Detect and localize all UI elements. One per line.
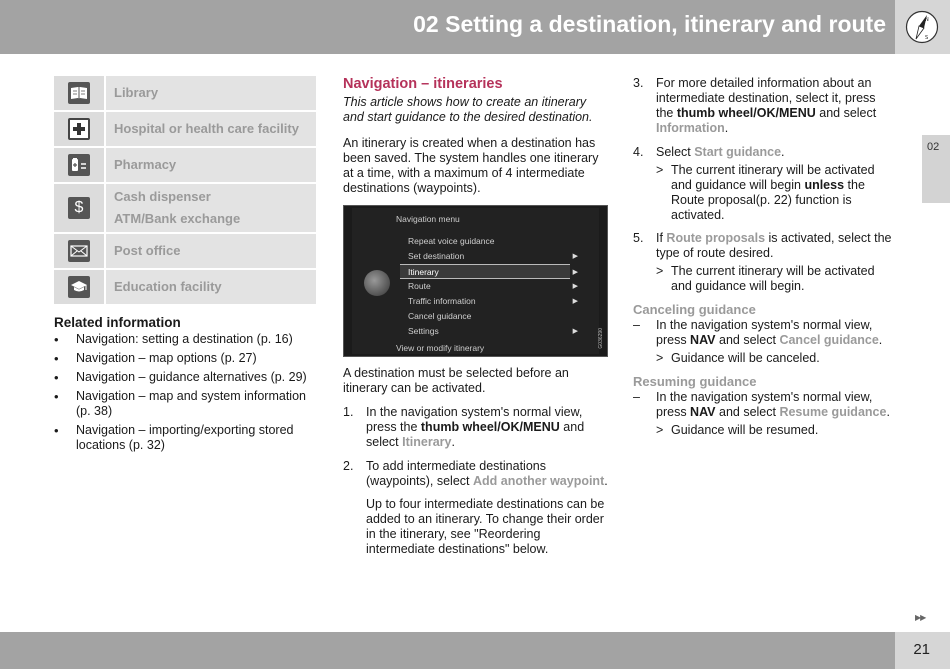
- chapter-title: 02 Setting a destination, itinerary and route: [413, 11, 886, 37]
- poi-category-table: [54, 76, 316, 306]
- menu-option-start-guidance: Start guidance: [694, 145, 782, 159]
- graduation-cap-icon: [68, 276, 90, 298]
- steps-list: [343, 405, 608, 557]
- related-link[interactable]: • Navigation – guidance alternatives (p. 29): [54, 370, 316, 385]
- poi-label: Hospital or health care facility: [114, 121, 299, 136]
- article-column-main: [343, 76, 608, 566]
- navigation-menu-screenshot: [343, 205, 608, 357]
- screen-menu-item: Traffic information ▶: [400, 294, 570, 309]
- header-icon-box: [895, 0, 950, 54]
- screen-menu-item: Settings ▶: [400, 324, 570, 339]
- arrow-right-icon: ▶: [572, 253, 578, 260]
- page-header: [0, 0, 950, 54]
- screen-footer: View or modify itinerary: [396, 343, 485, 353]
- after-screen-text: A destination must be selected before an itinerary can be activated.: [343, 366, 569, 395]
- arrow-right-icon: ▶: [572, 283, 578, 290]
- medical-cross-icon: [68, 118, 90, 140]
- step-5-result: > The current itinerary will be activated and guidance will begin.: [656, 264, 875, 293]
- resume-result: > Guidance will be resumed.: [656, 423, 819, 437]
- article-intro: An itinerary is created when a destination has been saved. The system handles one itinerary at a time, with a maximum of 4 intermediate destinations (waypoints).: [343, 136, 599, 195]
- poi-label: Education facility: [114, 279, 222, 294]
- canceling-guidance-title: Canceling guidance: [633, 302, 756, 317]
- envelope-icon: [68, 240, 90, 262]
- related-list: [54, 332, 316, 453]
- image-code: G036290: [598, 328, 604, 349]
- related-link[interactable]: • Navigation – importing/exporting stored locations (p. 32): [54, 423, 316, 453]
- svg-text:N: N: [925, 17, 929, 23]
- related-link[interactable]: • Navigation – map options (p. 27): [54, 351, 316, 366]
- poi-label: Library: [114, 85, 159, 100]
- screen-menu: [400, 234, 578, 339]
- poi-label: ATM/Bank exchange: [114, 211, 241, 226]
- screen-menu-item: Cancel guidance: [408, 311, 472, 321]
- menu-option-add-waypoint: Add another waypoint: [472, 474, 605, 488]
- article-title: Navigation – itineraries: [343, 76, 503, 92]
- cancel-result: > Guidance will be canceled.: [656, 351, 820, 365]
- page-footer: [0, 632, 950, 669]
- screen-menu-item: Route ▶: [400, 279, 570, 294]
- table-row: [54, 234, 316, 268]
- double-chevron-right-icon: ▶▶: [915, 613, 926, 622]
- chapter-tab-label: 02: [927, 141, 940, 153]
- resume-instruction: – In the navigation system's normal view, press NAV and select Resume guidance.: [633, 390, 890, 419]
- table-row: [54, 270, 316, 304]
- related-information: [54, 315, 316, 457]
- screen-header: Navigation menu: [396, 214, 460, 224]
- screen-menu-item: Repeat voice guidance: [408, 236, 495, 246]
- pharmacy-icon: [68, 154, 90, 176]
- page-number-box: [895, 632, 950, 669]
- article-lead: This article shows how to create an itinerary and start guidance to the desired destination.: [343, 95, 593, 124]
- arrow-right-icon: ▶: [572, 298, 578, 305]
- related-title: Related information: [54, 315, 181, 330]
- book-icon: [68, 82, 90, 104]
- table-row: [54, 112, 316, 146]
- related-link[interactable]: • Navigation – map and system information (p. 38): [54, 389, 316, 419]
- step-2: 2. To add intermediate destinations (waypoints), select Add another waypoint. Up to four intermediate destinations can be added to an itinerary. To change their order in the itinerary, see "Reordering intermediate destinations" below.: [343, 459, 608, 556]
- chapter-tab: [922, 135, 950, 203]
- screen-menu-item-selected: Itinerary ▶: [400, 264, 570, 279]
- screen-menu-item: Set destination ▶: [400, 249, 570, 264]
- step-1: 1. In the navigation system's normal view, press the thumb wheel/OK/MENU and select Itinerary.: [343, 405, 585, 449]
- menu-option-cancel-guidance: Cancel guidance: [779, 333, 879, 347]
- menu-option-itinerary: Itinerary: [402, 435, 452, 449]
- arrow-right-icon: ▶: [572, 328, 578, 335]
- related-link[interactable]: • Navigation: setting a destination (p. 16): [54, 332, 316, 347]
- resuming-guidance-title: Resuming guidance: [633, 374, 757, 389]
- table-row: [54, 184, 316, 232]
- step-2-note: Up to four intermediate destinations can be added to an itinerary. To change their order in the itinerary, see "Reordering intermediate destinations" below.: [366, 497, 605, 556]
- step-4-result: > The current itinerary will be activated and guidance will begin unless the Route proposal(p. 22) function is activated.: [656, 163, 875, 222]
- page-number: 21: [913, 641, 930, 658]
- step-5: 5. If Route proposals is activated, select the type of route desired.: [633, 231, 892, 260]
- cancel-instruction: – In the navigation system's normal view, press NAV and select Cancel guidance.: [633, 318, 883, 347]
- menu-option-information: Information: [656, 121, 725, 135]
- poi-label: Pharmacy: [114, 157, 177, 172]
- control-knob-icon: [364, 270, 390, 296]
- poi-label: Post office: [114, 243, 181, 258]
- step-4: 4. Select Start guidance.: [633, 145, 785, 159]
- compass-needle-icon: [905, 10, 939, 44]
- step-3: 3. For more detailed information about an intermediate destination, select it, press the thumb wheel/OK/MENU and select Information.: [633, 76, 877, 135]
- menu-option-route-proposals: Route proposals: [666, 231, 766, 245]
- table-row: [54, 148, 316, 182]
- svg-text:S: S: [925, 35, 929, 41]
- dollar-icon: $: [68, 197, 90, 219]
- menu-option-resume-guidance: Resume guidance: [779, 405, 887, 419]
- arrow-right-icon: ▶: [572, 269, 578, 276]
- table-row: [54, 76, 316, 110]
- article-column-continued: [633, 76, 895, 446]
- poi-label: Cash dispenser: [114, 189, 211, 204]
